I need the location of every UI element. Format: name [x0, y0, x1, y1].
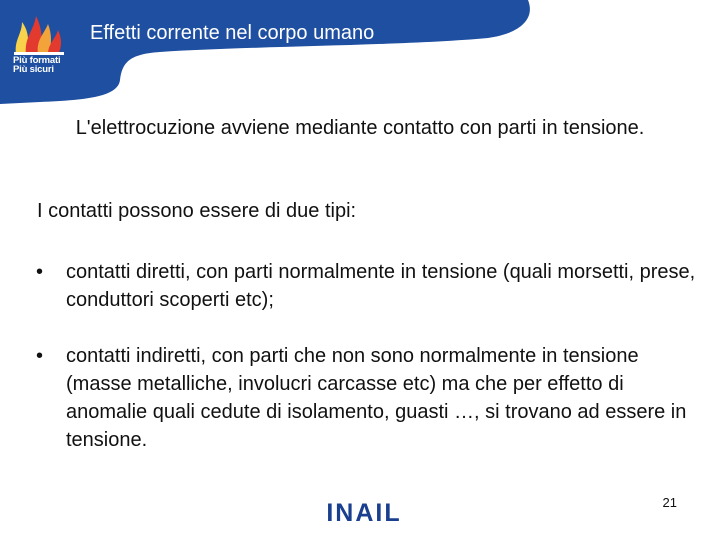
bullet-term: contatti diretti — [66, 261, 185, 283]
bullet-marker: • — [36, 261, 44, 283]
bullet-description: , con parti che non sono normalmente in tensione (masse metalliche, involucri carcasse etc) ma che per effetto di anomalie quali cedute di isolamento, guasti …, si trovano ad essere in tensione. — [66, 345, 687, 451]
bullet-description: , con parti normalmente in tensione (quali morsetti, prese, conduttori scoperti etc); — [66, 261, 696, 311]
bullet-text — [66, 342, 696, 454]
bullet-text — [66, 258, 696, 314]
lead-statement: L'elettrocuzione avviene mediante contatto con parti in tensione. — [75, 117, 645, 139]
header-banner — [0, 0, 720, 110]
inail-logo-text: INAIL — [326, 499, 402, 526]
bullet-marker: • — [36, 345, 44, 367]
slide-title: Effetti corrente nel corpo umano — [90, 22, 375, 44]
logo-text-line2: Più sicuri — [13, 64, 54, 75]
intro-text: I contatti possono essere di due tipi: — [37, 200, 357, 222]
bullet-term: contatti indiretti — [66, 345, 201, 367]
logo-text — [13, 56, 73, 74]
inail-logo — [316, 498, 412, 526]
page-number: 21 — [662, 495, 677, 510]
logo-text-line1: Più formati — [13, 55, 61, 66]
